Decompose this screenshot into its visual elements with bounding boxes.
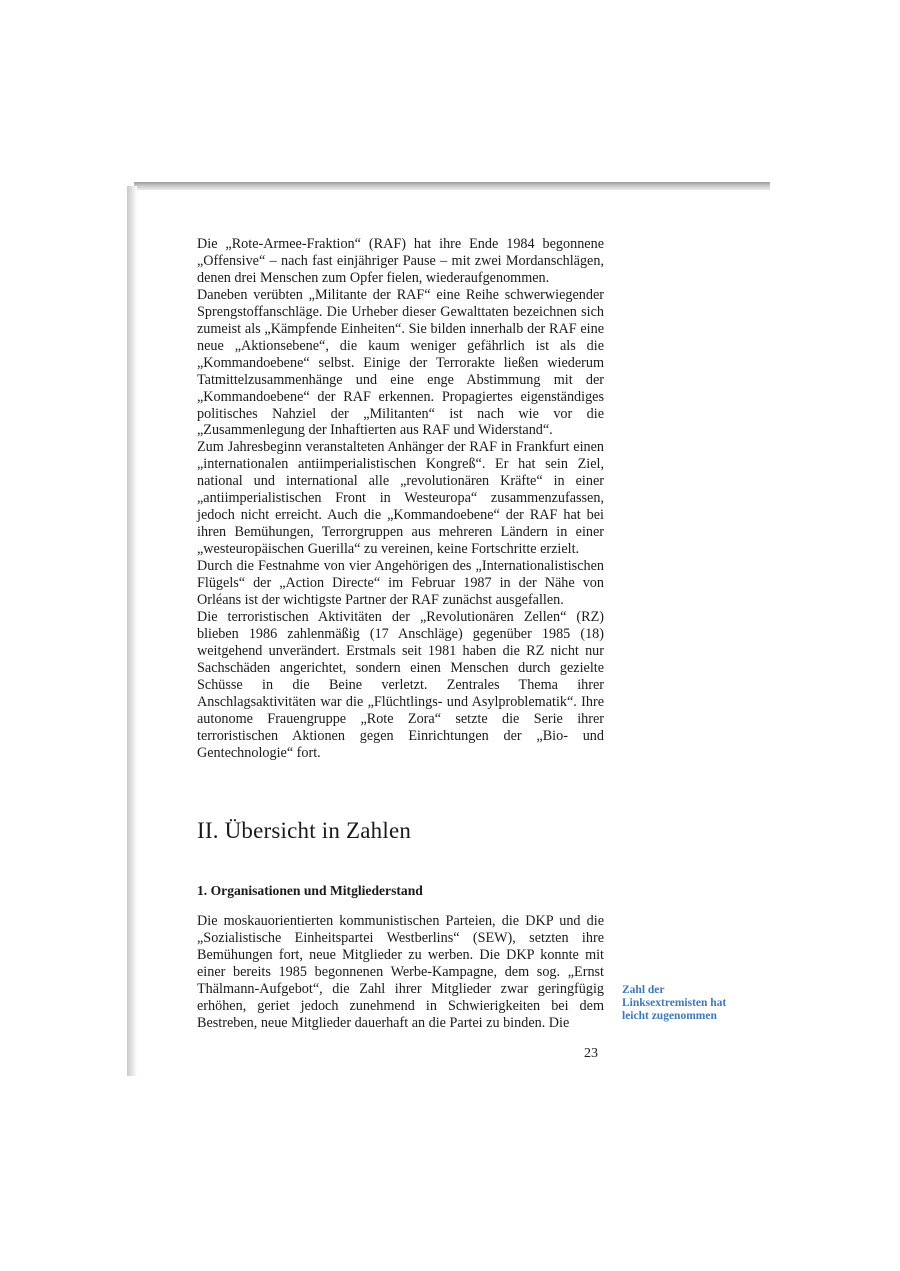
paragraph-revolutionaere-zellen: Die terroristischen Aktivitäten der „Revolutionären Zellen“ (RZ) blieben 1986 zahlenmäßig (17 Anschläge) gegenüber 1985 (18) weitgehend unverändert. Erstmals seit 1981 haben die RZ nicht nur Sachschäden angerichtet, sondern einen Menschen durch gezielte Schüsse in die Beine verletzt. Zentrales Thema ihrer Anschlagsaktivitäten war die „Flüchtlings- und Asylproblematik“. Ihre autonome Frauengruppe „Rote Zora“ setzte die Serie ihrer terroristischen Aktionen gegen Einrichtungen der „Bio- und Gentechnologie“ fort. — [197, 608, 604, 761]
sub-heading: 1. Organisationen und Mitgliederstand — [197, 883, 423, 898]
paragraph-kongress: Zum Jahresbeginn veranstalteten Anhänger der RAF in Frankfurt einen „internationalen antiimperialistischen Kongreß“. Er hat sein Ziel, national und international alle „revolutionären Kräfte“ in einer „antiimperialistischen Front in Westeuropa“ zusammenzufassen, jedoch nicht erreicht. Auch die „Kommandoebene“ der RAF hat bei ihren Bemühungen, Terrorgruppen aus mehreren Ländern in einer „westeuropäischen Guerilla“ zu vereinen, keine Fortschritte erzielt. — [197, 439, 604, 558]
paragraph-raf-offensive: Die „Rote-Armee-Fraktion“ (RAF) hat ihre Ende 1984 begonnene „Offensive“ – nach fast einjähriger Pause – mit zwei Mordanschlägen, denen drei Menschen zum Opfer fielen, wiederaufgenommen. — [197, 236, 604, 286]
margin-note: Zahl der Linksextremisten hat leicht zugenommen — [622, 984, 727, 1022]
scan-shadow-left — [127, 186, 137, 1076]
body-text-block-1 — [197, 236, 604, 762]
body-text-block-2 — [197, 913, 604, 1032]
paragraph-dkp: Die moskauorientierten kommunistischen Parteien, die DKP und die „Sozialistische Einheitspartei Westberlins“ (SEW), setzten ihre Bemühungen fort, neue Mitglieder zu werben. Die DKP konnte mit einer bereits 1985 begonnenen Werbe-Kampagne, dem sog. „Ernst Thälmann-Aufgebot“, die Zahl ihrer Mitglieder zwar geringfügig erhöhen, geriet jedoch zunehmend in Schwierigkeiten bei dem Bestreben, neue Mitglieder dauerhaft an die Partei zu binden. Die — [197, 913, 604, 1031]
section-heading: II. Übersicht in Zahlen — [197, 818, 412, 843]
page-number: 23 — [584, 1046, 598, 1061]
paragraph-militante: Daneben verübten „Militante der RAF“ eine Reihe schwerwiegender Sprengstoffanschläge. Die Urheber dieser Gewalttaten bezeichnen sich zumeist als „Kämpfende Einheiten“. Sie bilden innerhalb der RAF eine neue „Aktionsebene“, die kaum weniger gefährlich ist als die „Kommandoebene“ selbst. Einige der Terrorakte ließen wiederum Tatmittelzusammenhänge und eine enge Abstimmung mit der „Kommandoebene“ der RAF erkennen. Propagiertes eigenständiges politisches Nahziel der „Militanten“ ist nach wie vor die „Zusammenlegung der Inhaftierten aus RAF und Widerstand“. — [197, 286, 604, 439]
paragraph-action-directe: Durch die Festnahme von vier Angehörigen des „Internationalistischen Flügels“ der „Action Directe“ im Februar 1987 in der Nähe von Orléans ist der wichtigste Partner der RAF zunächst ausgefallen. — [197, 558, 604, 609]
